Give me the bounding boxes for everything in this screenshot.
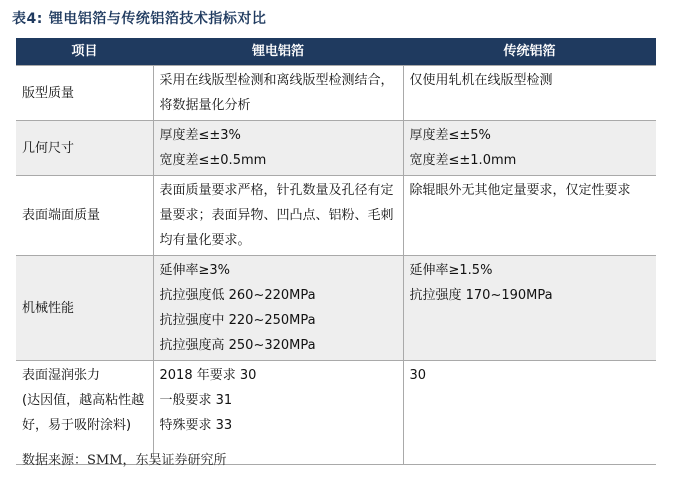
cell-line: 抗拉强度 170~190MPa	[409, 288, 553, 303]
cell-line: 延伸率≥3%	[159, 263, 231, 278]
table-caption	[12, 8, 266, 28]
table-body	[16, 66, 656, 465]
cell-line: 仅使用轧机在线版型检测	[409, 73, 553, 88]
row-item-cell	[16, 66, 153, 121]
traditional-value-cell	[403, 361, 656, 465]
table-caption-label: 表4:	[12, 11, 43, 27]
cell-line: 宽度差≤±1.0mm	[409, 153, 517, 168]
cell-line: 抗拉强度高 250~320MPa	[159, 338, 316, 353]
cell-line: 表面湿润张力	[22, 368, 101, 383]
table-row	[16, 121, 656, 176]
table-row	[16, 256, 656, 361]
row-item-cell	[16, 256, 153, 361]
lithium-value-cell	[153, 121, 403, 176]
cell-line: 除辊眼外无其他定量要求，仅定性要求	[409, 183, 631, 198]
cell-line: 抗拉强度低 260~220MPa	[159, 288, 316, 303]
cell-line: 版型质量	[22, 85, 75, 101]
lithium-value-cell	[153, 176, 403, 256]
cell-line: 采用在线版型检测和离线版型检测结合，将数据量化分析	[159, 73, 394, 113]
header-traditional-foil: 传统铝箔	[403, 38, 656, 66]
table-row	[16, 66, 656, 121]
traditional-value-cell	[403, 66, 656, 121]
comparison-table	[16, 38, 656, 465]
cell-line: 机械性能	[22, 300, 75, 316]
cell-line: 2018 年要求 30	[159, 368, 257, 383]
cell-line: 厚度差≤±5%	[409, 128, 491, 143]
cell-line: 表面质量要求严格，针孔数量及孔径有定量要求；表面异物、凹凸点、铝粉、毛刺均有量化要求。	[159, 183, 394, 248]
table-row	[16, 176, 656, 256]
cell-line: 几何尺寸	[22, 140, 75, 156]
row-item-cell	[16, 176, 153, 256]
table-caption-title: 锂电铝箔与传统铝箔技术指标对比	[48, 11, 267, 27]
traditional-value-cell	[403, 121, 656, 176]
cell-line: 特殊要求 33	[159, 418, 233, 433]
header-lithium-foil: 锂电铝箔	[153, 38, 403, 66]
cell-line: 表面端面质量	[22, 208, 101, 223]
traditional-value-cell	[403, 176, 656, 256]
table-header	[16, 38, 656, 66]
cell-line: 30	[409, 368, 427, 383]
lithium-value-cell	[153, 66, 403, 121]
cell-line: 厚度差≤±3%	[159, 128, 241, 143]
data-source-note: 数据来源：SMM，东吴证券研究所	[22, 453, 227, 468]
lithium-value-cell	[153, 256, 403, 361]
table-header-row	[16, 38, 656, 66]
cell-line: 宽度差≤±0.5mm	[159, 153, 267, 168]
header-item: 项目	[16, 38, 153, 66]
row-item-cell	[16, 121, 153, 176]
cell-line: 一般要求 31	[159, 393, 233, 408]
cell-line: 延伸率≥1.5%	[409, 263, 493, 278]
traditional-value-cell	[403, 256, 656, 361]
cell-line: (达因值，越高粘性越好，易于吸附涂料)	[22, 393, 145, 433]
cell-line: 抗拉强度中 220~250MPa	[159, 313, 316, 328]
